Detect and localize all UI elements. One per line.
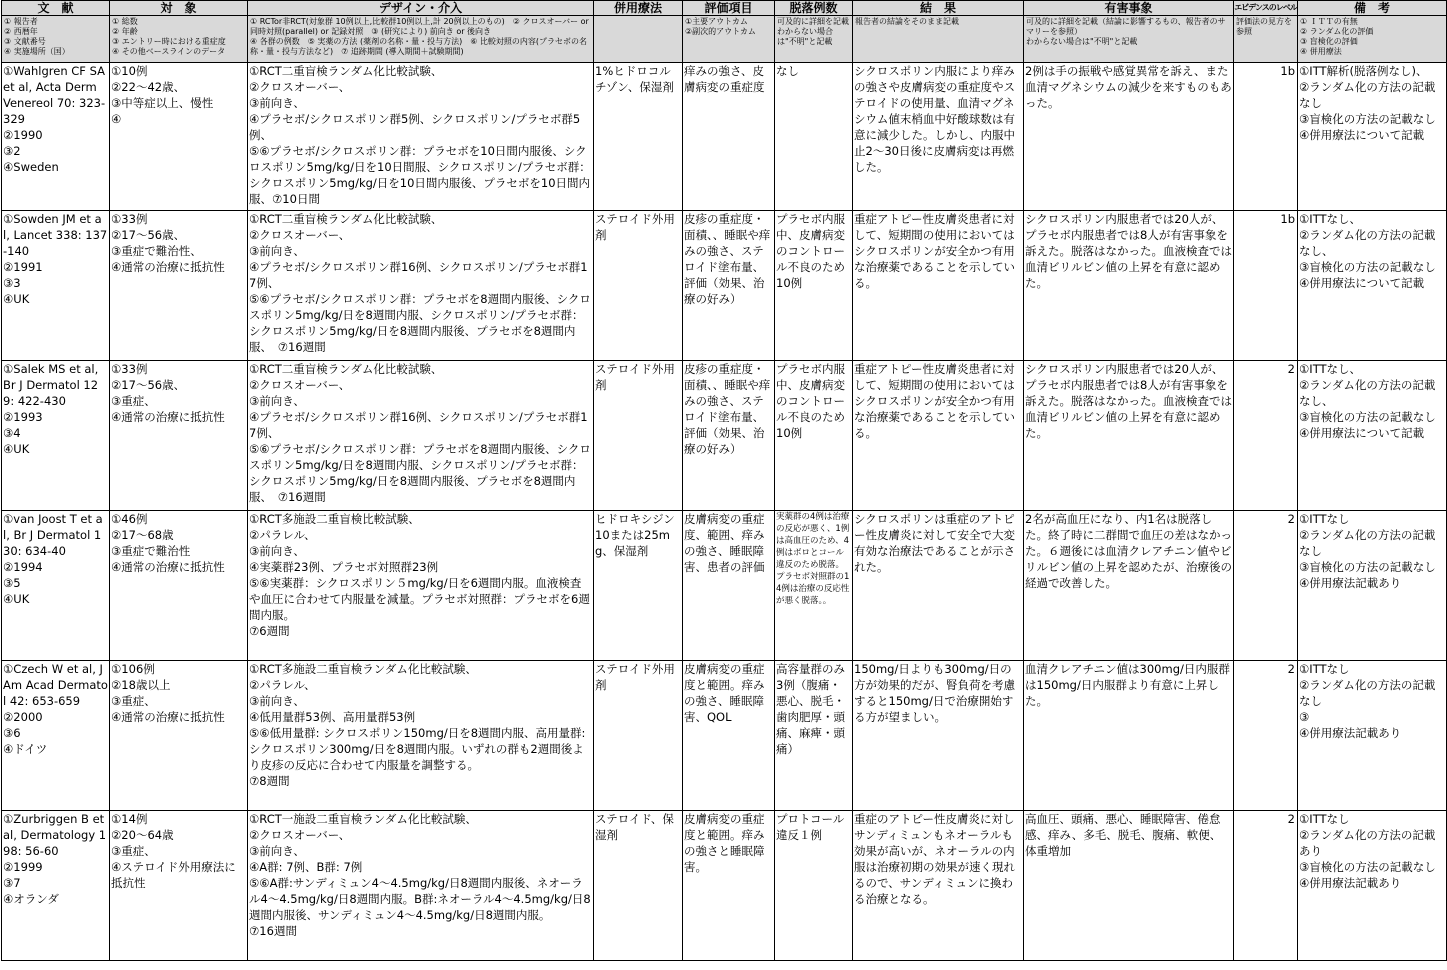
- cell-design: ①RCT二重盲検ランダム化比較試験、 ②クロスオーバー、 ③前向き、 ④プラセボ/シクロスポリン群16例、シクロスポリン/プラセボ群17例、 ⑤⑥プラセボ/シクロスポリン群：プラセボを8週間内服後、シクロスポリン5mg/kg/日を8週間内服、シクロスポリン/プラセボ群：シクロスポリン5mg/kg/日を8週間内服後、プラセボを8週間内服、 ⑦16週間: [248, 361, 594, 511]
- cell-evidence-level: 2: [1234, 361, 1298, 511]
- cell-evaluation: 皮膚病変の重症度と範囲。痒みの強さと睡眠障害。: [683, 811, 775, 961]
- header-row: [2, 1, 1447, 16]
- cell-result: 重症アトピー性皮膚炎患者に対して、短期間の使用においてはシクロスポリンが安全かつ有用な治療薬であることを示している。: [853, 361, 1024, 511]
- cell-dropout: 高容量群のみ3例（腹痛・悪心、脱毛・歯肉肥厚・頭痛、麻痺・頭痛）: [775, 661, 853, 811]
- col-header-dropout: 脱落例数: [775, 1, 853, 16]
- cell-adverse: 高血圧、頭痛、悪心、睡眠障害、倦怠感、痒み、多毛、脱毛、腹痛、軟便、体重増加: [1024, 811, 1234, 961]
- cell-evidence-level: 1b: [1234, 211, 1298, 361]
- evidence-table: [1, 0, 1447, 961]
- cell-design: ①RCT多施設二重盲検ランダム化比較試験、 ②パラレル、 ③前向き、 ④低用量群53例、高用量群53例 ⑤⑥低用量群: シクロスポリン150mg/日を8週間内服、高用量群: シクロスポリン300mg/日を8週間内服。いずれの群も2週間後より皮疹の反応に合わせて内服量を調整する。 ⑦8週間: [248, 661, 594, 811]
- cell-result: 重症のアトピー性皮膚炎に対しサンディミュンもネオーラルも効果が高いが、ネオーラルの内服は治療初期の効果が速く現れるので、サンディミュンに換わる治療となる。: [853, 811, 1024, 961]
- subheader-row: [2, 16, 1447, 63]
- cell-reference: ①Czech W et al, J Am Acad Dermatol 42: 653-659 ②2000 ③6 ④ドイツ: [2, 661, 110, 811]
- cell-result: 重症アトピー性皮膚炎患者に対して、短期間の使用においてはシクロスポリンが安全かつ有用な治療薬であることを示している。: [853, 211, 1024, 361]
- cell-evidence-level: 2: [1234, 511, 1298, 661]
- cell-combination: ヒドロキシジン10または25mg、保湿剤: [594, 511, 683, 661]
- cell-reference: ①Wahlgren CF SA et al, Acta Derm Venereol 70: 323-329 ②1990 ③2 ④Sweden: [2, 63, 110, 211]
- cell-reference: ①Salek MS et al, Br J Dermatol 129: 422-430 ②1993 ③4 ④UK: [2, 361, 110, 511]
- cell-reference: ①Sowden JM et al, Lancet 338: 137-140 ②1991 ③3 ④UK: [2, 211, 110, 361]
- cell-note: ①ITT解析(脱落例なし)、 ②ランダム化の方法の記載なし ③盲検化の方法の記載なし ④併用療法について記載: [1298, 63, 1447, 211]
- table-row: [2, 211, 1447, 361]
- cell-note: ①ITTなし、 ②ランダム化の方法の記載なし、 ③盲検化の方法の記載なし ④併用療法について記載: [1298, 361, 1447, 511]
- cell-evaluation: 皮疹の重症度・面積、、睡眠や痒みの強さ、ステロイド塗布量、評価（効果、治療の好み）: [683, 361, 775, 511]
- cell-combination: ステロイド外用剤: [594, 361, 683, 511]
- col-header-design: デザイン・介入: [248, 1, 594, 16]
- cell-adverse: 2例は手の振戦や感覚異常を訴え、また血清マグネシウムの減少を来すものもあった。: [1024, 63, 1234, 211]
- subheader-note: ① ＩＴＴの有無 ② ランダム化の評価 ③ 盲検化の評価 ④ 併用療法: [1298, 16, 1447, 63]
- subheader-dropout: 可及的に詳細を記載 わからない場合は"不明"と記載: [775, 16, 853, 63]
- cell-note: ①ITTなし ②ランダム化の方法の記載なし ③ ④併用療法記載あり: [1298, 661, 1447, 811]
- cell-result: シクロスポリンは重症のアトピー性皮膚炎に対して安全で大変有効な治療法であることが示された。: [853, 511, 1024, 661]
- table-row: [2, 63, 1447, 211]
- cell-dropout: 実薬群の4例は治療の反応が悪く、1例は高血圧のため、4例はボロとコール違反のため脱落。プラセボ対照群の14例は治療の反応性が悪く脱落。。: [775, 511, 853, 661]
- col-header-result: 結 果: [853, 1, 1024, 16]
- cell-adverse: 血清クレアチニン値は300mg/日内服群は150mg/日内服群より有意に上昇した。: [1024, 661, 1234, 811]
- subheader-reference: ① 報告者 ② 西暦年 ③ 文献番号 ④ 実施場所（国）: [2, 16, 110, 63]
- col-header-reference: 文 献: [2, 1, 110, 16]
- col-header-evidence-level: エビデンスのレベル: [1234, 1, 1298, 16]
- cell-design: ①RCT多施設二重盲検比較試験、 ②パラレル、 ③前向き、 ④実薬群23例、プラセボ対照群23例 ⑤⑥実薬群：シクロスポリン５mg/kg/日を6週間内服。血液検査や血圧に合わせて内服量を減量。プラセボ対照群：プラセボを6週間内服。 ⑦6週間: [248, 511, 594, 661]
- cell-dropout: プロトコール違反１例: [775, 811, 853, 961]
- subheader-evaluation: ①主要アウトカム ②副次的アウトカム: [683, 16, 775, 63]
- cell-subject: ①14例 ②20～64歳 ③重症、 ④ステロイド外用療法に抵抗性: [110, 811, 248, 961]
- col-header-adverse: 有害事象: [1024, 1, 1234, 16]
- col-header-note: 備 考: [1298, 1, 1447, 16]
- cell-subject: ①106例 ②18歳以上 ③重症、 ④通常の治療に抵抗性: [110, 661, 248, 811]
- cell-dropout: プラセボ内服中、皮膚病変のコントロール不良のため10例: [775, 361, 853, 511]
- table-row: [2, 361, 1447, 511]
- cell-combination: ステロイド外用剤: [594, 661, 683, 811]
- cell-result: 150mg/日よりも300mg/日の方が効果的だが、腎負荷を考慮すると150mg/日で治療開始する方が望ましい。: [853, 661, 1024, 811]
- cell-adverse: シクロスポリン内服患者では20人が、プラセボ内服患者では8人が有害事象を訴えた。脱落はなかった。血液検査では血清ビリルビン値の上昇を有意に認めた。: [1024, 211, 1234, 361]
- cell-combination: ステロイド、保湿剤: [594, 811, 683, 961]
- table-row: [2, 511, 1447, 661]
- table-row: [2, 661, 1447, 811]
- cell-note: ①ITTなし ②ランダム化の方法の記載あり ③盲検化の方法の記載なし ④併用療法記載あり: [1298, 811, 1447, 961]
- cell-design: ①RCT二重盲検ランダム化比較試験、 ②クロスオーバー、 ③前向き、 ④プラセボ/シクロスポリン群16例、シクロスポリン/プラセボ群17例、 ⑤⑥プラセボ/シクロスポリン群：プラセボを8週間内服後、シクロスポリン5mg/kg/日を8週間内服、シクロスポリン/プラセボ群：シクロスポリン5mg/kg/日を8週間内服後、プラセボを8週間内服、 ⑦16週間: [248, 211, 594, 361]
- cell-evaluation: 痒みの強さ、皮膚病変の重症度: [683, 63, 775, 211]
- subheader-evidence-level: 評価法の見方を参照: [1234, 16, 1298, 63]
- cell-evidence-level: 2: [1234, 661, 1298, 811]
- cell-dropout: なし: [775, 63, 853, 211]
- cell-evaluation: 皮膚病変の重症度、範囲、痒みの強さ、睡眠障害、患者の評価: [683, 511, 775, 661]
- cell-subject: ①33例 ②17～56歳、 ③重症、 ④通常の治療に抵抗性: [110, 361, 248, 511]
- cell-dropout: プラセボ内服中、皮膚病変のコントロール不良のため10例: [775, 211, 853, 361]
- subheader-subject: ① 総数 ② 年齢 ③ エントリー時における重症度 ④ その他ベースラインのデータ: [110, 16, 248, 63]
- cell-evidence-level: 1b: [1234, 63, 1298, 211]
- cell-adverse: シクロスポリン内服患者では20人が、プラセボ内服患者では8人が有害事象を訴えた。脱落はなかった。血液検査では血清ビリルビン値の上昇を有意に認めた。: [1024, 361, 1234, 511]
- col-header-evaluation: 評価項目: [683, 1, 775, 16]
- cell-subject: ①33例 ②17～56歳、 ③重症で難治性、 ④通常の治療に抵抗性: [110, 211, 248, 361]
- cell-note: ①ITTなし ②ランダム化の方法の記載なし ③盲検化の方法の記載なし ④併用療法記載あり: [1298, 511, 1447, 661]
- cell-design: ①RCT二重盲検ランダム化比較試験、 ②クロスオーバー、 ③前向き、 ④プラセボ/シクロスポリン群5例、シクロスポリン/プラセボ群5例、 ⑤⑥プラセボ/シクロスポリン群：プラセボを10日間内服後、シクロスポリン5mg/kg/日を10日間服、シクロスポリン/プラセボ群：シクロスポリン5mg/kg/日を10日間内服後、プラセボを10日間内服、⑦10日間: [248, 63, 594, 211]
- cell-subject: ①46例 ②17～68歳 ③重症で難治性 ④通常の治療に抵抗性: [110, 511, 248, 661]
- subheader-result: 報告者の結論をそのまま記載: [853, 16, 1024, 63]
- cell-combination: 1%ヒドロコルチゾン、保湿剤: [594, 63, 683, 211]
- cell-subject: ①10例 ②22～42歳、 ③中等症以上、慢性 ④: [110, 63, 248, 211]
- cell-adverse: 2名が高血圧になり、内1名は脱落した。終了時に二群間で血圧の差はなかった。６週後には血清クレアチニン値やビリルビン値の上昇を認めたが、治療後の経過で改善した。: [1024, 511, 1234, 661]
- cell-evaluation: 皮膚病変の重症度と範囲。痒みの強さ、睡眠障害、QOL: [683, 661, 775, 811]
- subheader-design: ① RCTor非RCT(対象群 10例以上,比較群10例以上,計 20例以上のもの) ② クロスオーバー or 同時対照(parallel) or 記録対照 ③ (研究により) 前向き or 後向き ④ 各群の例数 ⑤ 実薬の方法 (薬剤の名称・量・投与方法) ⑥ 比較対照の内容(プラセボの名称・量・投与方法など) ⑦ 追跡期間 (導入期間＋試験期間): [248, 16, 594, 63]
- col-header-subject: 対 象: [110, 1, 248, 16]
- cell-note: ①ITTなし、 ②ランダム化の方法の記載なし、 ③盲検化の方法の記載なし ④併用療法について記載: [1298, 211, 1447, 361]
- col-header-combination: 併用療法: [594, 1, 683, 16]
- cell-evidence-level: 2: [1234, 811, 1298, 961]
- cell-design: ①RCT一施設二重盲検ランダム化比較試験、 ②クロスオーバー、 ③前向き、 ④A群: 7例、B群: 7例 ⑤⑥A群:サンディミュン4～4.5mg/kg/日8週間内服後、ネオーラル4～4.5mg/kg/日8週間内服。B群:ネオーラル4～4.5mg/kg/日8週間内服後、サンディミュン4～4.5mg/kg/日8週間内服。 ⑦16週間: [248, 811, 594, 961]
- cell-result: シクロスポリン内服により痒みの強さや皮膚病変の重症度やステロイドの使用量、血清マグネシウム値末梢血中好酸球数は有意に減少した。しかし、内服中止2～30日後に皮膚病変は再燃した。: [853, 63, 1024, 211]
- cell-reference: ①van Joost T et al, Br J Dermatol 130: 634-40 ②1994 ③5 ④UK: [2, 511, 110, 661]
- cell-combination: ステロイド外用剤: [594, 211, 683, 361]
- table-row: [2, 811, 1447, 961]
- subheader-combination: [594, 16, 683, 63]
- subheader-adverse: 可及的に詳細を記載（結論に影響するもの、報告者のサマリーを参照） わからない場合は"不明"と記載: [1024, 16, 1234, 63]
- cell-evaluation: 皮疹の重症度・面積、、睡眠や痒みの強さ、ステロイド塗布量、評価（効果、治療の好み）: [683, 211, 775, 361]
- cell-reference: ①Zurbriggen B et al, Dermatology 198: 56-60 ②1999 ③7 ④オランダ: [2, 811, 110, 961]
